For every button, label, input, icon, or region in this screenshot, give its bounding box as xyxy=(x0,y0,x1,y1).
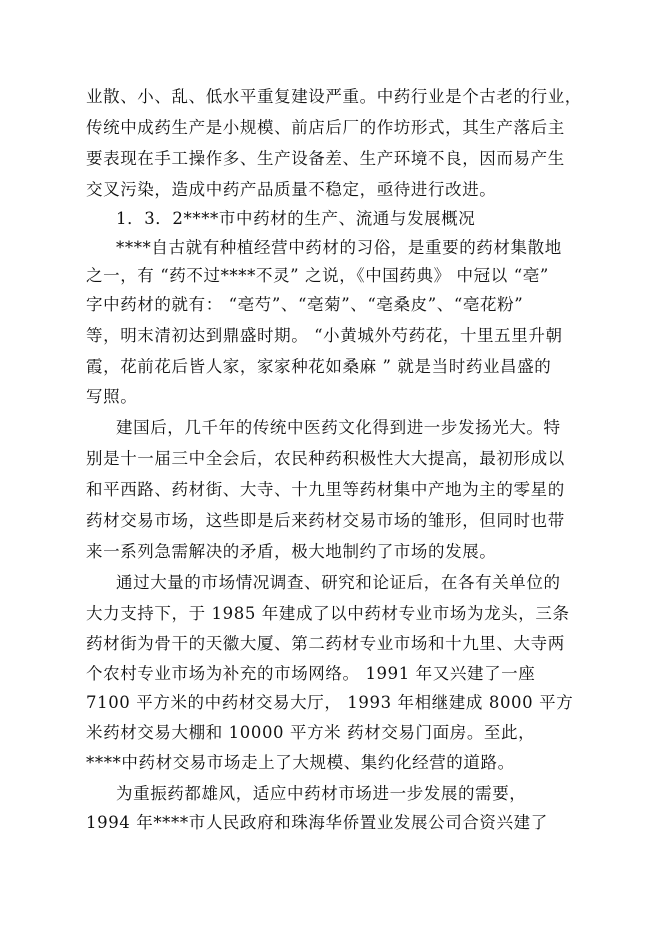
text-line: 7100 平方米的中药材交易大厅， 1993 年相继建成 8000 平方 xyxy=(86,693,574,712)
text-line: 为重振药都雄风，适应中药材市场进一步发展的需要， xyxy=(116,784,527,803)
text-line: 和平西路、药材街、大寺、十九里等药材集中产地为主的零星的 xyxy=(86,480,565,499)
text-line: 交叉污染，造成中药产品质量不稳定，亟待进行改进。 xyxy=(86,180,497,199)
text-line: 之一，有 “药不过****不灵” 之说，《中国药典》 中冠以 “亳” xyxy=(86,266,549,285)
text-line: ****自古就有种植经营中药材的习俗，是重要的药材集散地 xyxy=(116,238,562,257)
text-line: 来一系列急需解决的矛盾，极大地制约了市场的发展。 xyxy=(86,542,497,561)
text-line: 字中药材的就有： “亳芍”、“亳菊”、“亳桑皮”、“亳花粉” xyxy=(86,295,524,314)
text-line: 传统中成药生产是小规模、前店后厂的作坊形式，其生产落后主 xyxy=(86,118,565,137)
text-line: 等，明末清初达到鼎盛时期。 “小黄城外芍药花，十里五里升朝 xyxy=(86,326,563,345)
text-line: 别是十一届三中全会后，农民种药积极性大大提高，最初形成以 xyxy=(86,449,565,468)
text-line: 1994 年****市人民政府和珠海华侨置业发展公司合资兴建了 xyxy=(86,813,548,832)
text-line: 业散、小、乱、低水平重复建设严重。中药行业是个古老的行业， xyxy=(86,87,582,106)
text-line: 米药材交易大棚和 10000 平方米 药材交易门面房。至此， xyxy=(86,723,536,742)
text-line: ****中药材交易市场走上了大规模、集约化经营的道路。 xyxy=(86,753,515,772)
text-line: 药材街为骨干的天徽大厦、第二药材专业市场和十九里、大寺两 xyxy=(86,634,565,653)
text-line: 霞，花前花后皆人家，家家种花如桑麻 ” 就是当时药业昌盛的 xyxy=(86,357,552,376)
text-line: 写照。 xyxy=(86,387,138,406)
text-line: 药材交易市场，这些即是后来药材交易市场的雏形，但同时也带 xyxy=(86,511,565,530)
text-line: 建国后，几千年的传统中医药文化得到进一步发扬光大。特 xyxy=(116,418,561,437)
text-line: 要表现在手工操作多、生产设备差、生产环境不良，因而易产生 xyxy=(86,149,565,168)
text-line: 个农村专业市场为补充的市场网络。 1991 年又兴建了一座 xyxy=(86,664,536,683)
section-heading: 1．3．2****市中药材的生产、流通与发展概况 xyxy=(116,209,476,228)
text-line: 大力支持下，于 1985 年建成了以中药材专业市场为龙头，三条 xyxy=(86,604,570,623)
text-line: 通过大量的市场情况调查、研究和论证后，在各有关单位的 xyxy=(116,573,561,592)
